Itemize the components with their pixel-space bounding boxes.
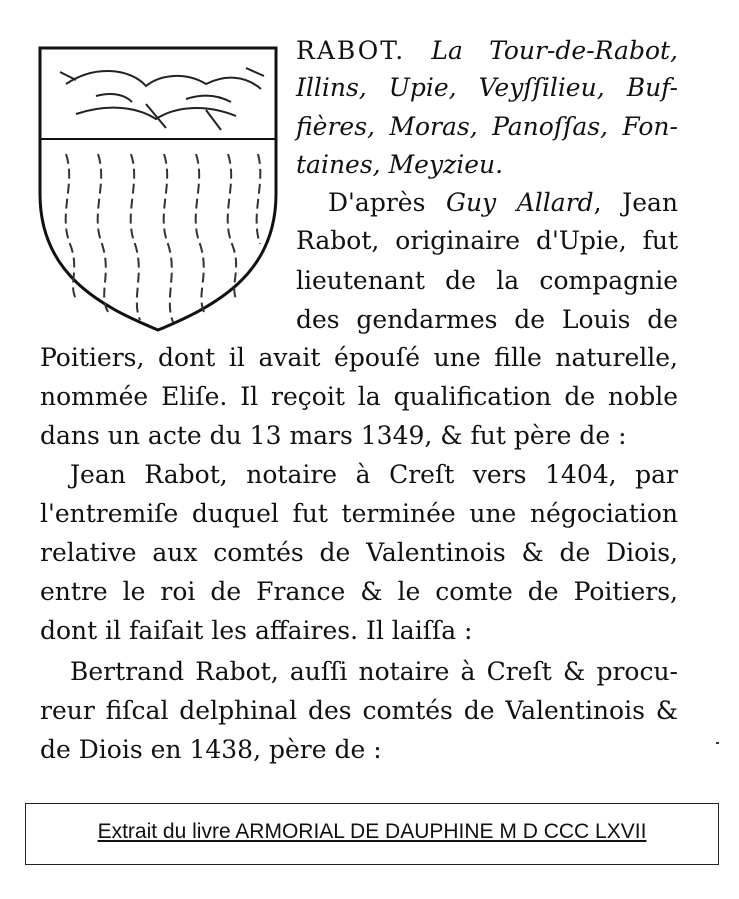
entry-line-2: Illins, Upie, Veyſſilieu, Buf- xyxy=(296,73,678,102)
fief-name: Meyzieu. xyxy=(388,150,504,179)
family-name: RABOT. xyxy=(296,36,406,65)
body-line-15: de Diois en 1438, père de : xyxy=(40,735,382,764)
fief-name: Illins xyxy=(296,73,359,102)
body-text: D'après xyxy=(328,188,426,217)
body-line-2: Rabot, originaire d'Upie, fut xyxy=(296,226,678,255)
caption-box xyxy=(25,803,719,865)
body-line-5: Poitiers, dont il avait épouſé une fille naturelle, xyxy=(40,343,678,372)
fief-name: Buf- xyxy=(626,73,678,102)
entry-line-1 xyxy=(296,36,678,66)
body-line-9: l'entremiſe duquel fut terminée une négociation xyxy=(40,499,678,528)
body-line-1 xyxy=(328,188,678,218)
author-name: Guy Allard xyxy=(445,188,594,217)
fief-name: La Tour-de-Rabot, xyxy=(431,36,678,65)
body-line-13: Bertrand Rabot, auſſi notaire à Creſt & procu- xyxy=(70,657,678,686)
body-line-7: dans un acte du 13 mars 1349, & fut père de : xyxy=(40,421,627,450)
coat-of-arms-shield xyxy=(36,44,280,334)
entry-line-4 xyxy=(296,150,503,180)
body-line-11: entre le roi de France & le comte de Poitiers, xyxy=(40,577,678,606)
caption-text: Extrait du livre ARMORIAL DE DAUPHINE M D CCC LXVII xyxy=(97,820,647,843)
body-line-12: dont il faiſait les affaires. Il laiſſa : xyxy=(40,616,473,645)
fief-name: Panoſſas, xyxy=(492,112,609,141)
body-line-14: reur fiſcal delphinal des comtés de Valentinois & xyxy=(40,696,678,725)
entry-line-3 xyxy=(296,112,678,142)
body-line-6: nommée Eliſe. Il reçoit la qualification de noble xyxy=(40,382,678,411)
body-line-3: lieutenant de la compagnie xyxy=(296,266,678,295)
fief-name: Veyſſilieu xyxy=(478,73,597,102)
body-text: , Jean xyxy=(593,188,678,217)
fief-name: Moras, xyxy=(389,112,478,141)
fief-name: taines, xyxy=(296,150,381,179)
speck xyxy=(716,742,719,744)
body-line-4: des gendarmes de Louis de xyxy=(296,305,678,334)
fief-name: Fon- xyxy=(622,112,678,141)
body-line-8: Jean Rabot, notaire à Creſt vers 1404, par xyxy=(70,460,678,489)
fief-name: fières, xyxy=(296,112,375,141)
fief-name: Upie xyxy=(388,73,449,102)
body-line-10: relative aux comtés de Valentinois & de Diois, xyxy=(40,538,678,567)
